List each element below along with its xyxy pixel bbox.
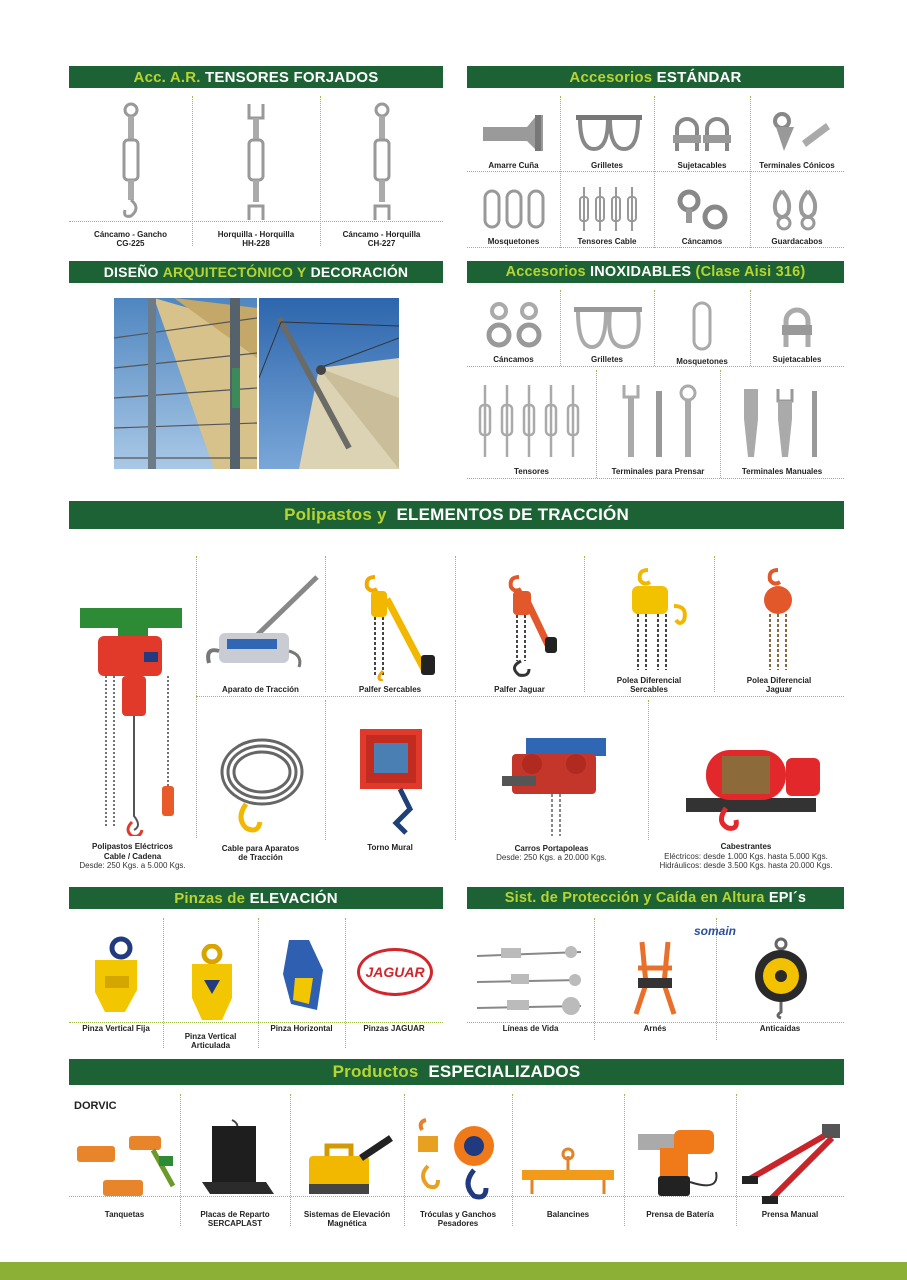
caption: de Tracción bbox=[238, 852, 283, 862]
caption: Cáncamos bbox=[681, 236, 723, 246]
harness-icon bbox=[620, 938, 690, 1018]
lifting-clamp-icon bbox=[267, 936, 337, 1018]
turnbuckle-icon bbox=[472, 381, 592, 461]
swage-terminal-icon bbox=[608, 381, 708, 461]
jaguar-logo: JAGUAR bbox=[357, 948, 433, 996]
caption: Mosquetones bbox=[676, 356, 728, 366]
header-diseno bbox=[69, 261, 443, 283]
shackle-icon bbox=[570, 301, 644, 351]
product-pinza-vertical-fija[interactable] bbox=[69, 920, 163, 1042]
shackle-icon bbox=[572, 111, 642, 155]
capacity-range: Desde: 250 Kgs. a 20.000 Kgs. bbox=[496, 852, 607, 862]
product-grilletes[interactable] bbox=[560, 98, 654, 170]
product-ch227[interactable] bbox=[320, 96, 443, 248]
product-inox-tensores[interactable] bbox=[467, 372, 596, 476]
caption: Grilletes bbox=[590, 160, 623, 170]
product-hh228[interactable] bbox=[192, 96, 320, 248]
product-terminales-conicos[interactable] bbox=[750, 98, 844, 170]
magnetic-lifter-icon bbox=[297, 1126, 397, 1206]
turnbuckle-jaw-icon bbox=[241, 102, 271, 222]
caption-code: CH-227 bbox=[367, 238, 396, 248]
turnbuckle-hook-icon bbox=[116, 102, 146, 222]
carabiner-icon bbox=[682, 301, 722, 353]
conical-terminal-icon bbox=[762, 111, 832, 155]
caption: Polea Diferencial bbox=[616, 675, 682, 685]
header-tensores-accent: Acc. A.R. bbox=[133, 68, 201, 86]
product-placas-reparto[interactable] bbox=[180, 1096, 290, 1228]
product-cancamos[interactable] bbox=[654, 174, 750, 246]
capacity-hydraulic: Hidráulicos: desde 3.500 Kgs. hasta 20.000 Kgs. bbox=[659, 860, 833, 870]
header-epi bbox=[467, 887, 844, 909]
dorvic-logo: DORVIC bbox=[74, 1100, 117, 1112]
caption: Torno Mural bbox=[367, 842, 413, 852]
wire-rope-clip-icon bbox=[667, 111, 737, 155]
caption: Cable para Aparatos bbox=[221, 843, 300, 853]
caption: Pinza Vertical Fija bbox=[82, 1023, 150, 1033]
header-inox-c: (Clase Aisi 316) bbox=[695, 264, 806, 280]
product-lineas-vida[interactable] bbox=[467, 920, 594, 1042]
lever-hoist-icon bbox=[465, 571, 575, 681]
caption: Mosquetones bbox=[487, 236, 540, 246]
architecture-photo-2 bbox=[259, 298, 399, 469]
product-sujetacables[interactable] bbox=[654, 98, 750, 170]
lifeline-icon bbox=[471, 938, 591, 1018]
lifting-clamp-icon bbox=[176, 944, 246, 1026]
caption: Aparato de Tracción bbox=[222, 684, 299, 694]
header-pinzas bbox=[69, 887, 443, 909]
header-polipastos-a: Polipastos y bbox=[284, 505, 387, 524]
product-troculas-ganchos[interactable] bbox=[404, 1096, 512, 1228]
trolley-icon bbox=[482, 724, 622, 840]
product-prensa-manual[interactable] bbox=[736, 1096, 844, 1228]
product-mosquetones[interactable] bbox=[467, 174, 560, 246]
caption: Carros Portapoleas bbox=[514, 843, 589, 853]
header-especializados-a: Productos bbox=[332, 1062, 419, 1081]
caption-code: CG-225 bbox=[116, 238, 145, 248]
header-tensores-main: TENSORES FORJADOS bbox=[205, 68, 379, 86]
product-carros-portapoleas[interactable] bbox=[455, 700, 648, 862]
product-elevacion-magnetica[interactable] bbox=[290, 1096, 404, 1228]
product-inox-terminales-manuales[interactable] bbox=[720, 372, 844, 476]
header-especializados bbox=[69, 1059, 844, 1085]
eye-bolt-icon bbox=[479, 301, 549, 351]
capacity-electric: Eléctricos: desde 1.000 Kgs. hasta 5.000 Kgs. bbox=[664, 851, 828, 861]
caption: Articulada bbox=[190, 1040, 231, 1050]
spreader-beam-icon bbox=[516, 1146, 620, 1206]
header-polipastos-b: ELEMENTOS DE TRACCIÓN bbox=[396, 505, 629, 524]
header-estandar-accent: Accesorios bbox=[569, 68, 653, 86]
caption: Polea Diferencial bbox=[746, 675, 812, 685]
caption: Arnés bbox=[643, 1023, 667, 1033]
product-guardacabos[interactable] bbox=[750, 174, 844, 246]
product-prensa-bateria[interactable] bbox=[624, 1096, 736, 1228]
product-cable-aparatos[interactable] bbox=[196, 700, 325, 862]
product-cabestrantes[interactable] bbox=[648, 700, 844, 870]
caption: Horquilla - Horquilla bbox=[217, 229, 295, 239]
product-pinza-vertical-articulada[interactable] bbox=[163, 920, 258, 1050]
caption: Prensa de Batería bbox=[646, 1209, 714, 1219]
capacity-range: Desde: 250 Kgs. a 5.000 Kgs. bbox=[79, 860, 186, 870]
caption: Magnética bbox=[327, 1218, 367, 1228]
wall-winch-icon bbox=[340, 719, 440, 839]
header-polipastos bbox=[69, 501, 844, 529]
header-inox-a: Accesorios bbox=[505, 264, 586, 280]
caption: Pesadores bbox=[437, 1218, 479, 1228]
header-epi-b: EPI´s bbox=[768, 890, 807, 906]
header-pinzas-b: ELEVACIÓN bbox=[249, 889, 338, 907]
header-diseno-a: DISEÑO bbox=[103, 264, 159, 280]
header-epi-a: Sist. de Protección y Caída en Altura bbox=[504, 890, 765, 906]
product-amarre-cuna[interactable] bbox=[467, 98, 560, 170]
product-inox-sujetacables[interactable] bbox=[750, 290, 844, 364]
carabiner-icon bbox=[479, 187, 549, 231]
wire-rope-clip-icon bbox=[772, 301, 822, 351]
product-tanquetas[interactable] bbox=[69, 1096, 180, 1228]
product-palfer-sercables[interactable] bbox=[325, 556, 455, 694]
header-pinzas-a: Pinzas de bbox=[174, 889, 246, 907]
lifting-clamp-icon bbox=[81, 936, 151, 1018]
caption: Tanquetas bbox=[104, 1209, 145, 1219]
divider bbox=[467, 366, 844, 367]
chain-block-icon bbox=[734, 566, 824, 672]
header-tensores-forjados bbox=[69, 66, 443, 88]
product-cg225[interactable] bbox=[69, 96, 192, 248]
somain-logo: somain bbox=[694, 924, 737, 938]
product-inox-grilletes[interactable] bbox=[560, 290, 654, 364]
caption: Palfer Jaguar bbox=[494, 684, 545, 694]
caption-code: HH-228 bbox=[242, 238, 270, 248]
caption: Terminales Manuales bbox=[741, 466, 823, 476]
caption: Guardacabos bbox=[771, 236, 823, 246]
tirfor-icon bbox=[201, 571, 321, 681]
wire-rope-coil-icon bbox=[206, 728, 316, 840]
header-diseno-b: ARQUITECTÓNICO Y bbox=[162, 264, 307, 280]
product-pinza-horizontal[interactable] bbox=[258, 920, 345, 1042]
bolt-cutter-icon bbox=[738, 1122, 842, 1206]
product-arnes[interactable] bbox=[594, 920, 716, 1042]
load-plate-icon bbox=[190, 1116, 280, 1206]
product-balancines[interactable] bbox=[512, 1096, 624, 1228]
caption: Palfer Sercables bbox=[358, 684, 422, 694]
caption: Prensa Manual bbox=[761, 1209, 819, 1219]
header-accesorios-estandar bbox=[467, 66, 844, 88]
architecture-photo-1 bbox=[114, 298, 257, 469]
caption: Sujetacables bbox=[772, 354, 822, 364]
turnbuckle-icon bbox=[572, 185, 642, 233]
caption: Cable / Cadena bbox=[103, 851, 162, 861]
header-estandar-main: ESTÁNDAR bbox=[656, 68, 742, 86]
bottom-bar bbox=[0, 1262, 907, 1280]
thimble-icon bbox=[762, 187, 832, 231]
product-pinzas-jaguar[interactable] bbox=[345, 920, 443, 1042]
chain-block-icon bbox=[594, 566, 704, 672]
caption: Sistemas de Elevación bbox=[303, 1209, 391, 1219]
header-inox-b: INOXIDABLES bbox=[590, 264, 692, 280]
caption: Terminales para Prensar bbox=[611, 466, 705, 476]
caption: Pinza Horizontal bbox=[270, 1023, 333, 1033]
header-accesorios-inoxidables bbox=[467, 261, 844, 283]
caption: Amarre Cuña bbox=[488, 160, 539, 170]
product-inox-mosquetones[interactable] bbox=[654, 290, 750, 366]
divider bbox=[467, 247, 844, 248]
caption: Grilletes bbox=[590, 354, 623, 364]
header-diseno-c: DECORACIÓN bbox=[310, 264, 409, 280]
product-polea-sercables[interactable] bbox=[584, 556, 714, 694]
caption: Tensores Cable bbox=[577, 236, 637, 246]
divider bbox=[196, 696, 844, 697]
product-palfer-jaguar[interactable] bbox=[455, 556, 584, 694]
battery-crimper-icon bbox=[630, 1122, 730, 1206]
header-especializados-b: ESPECIALIZADOS bbox=[428, 1062, 581, 1081]
caption: Placas de Reparto bbox=[200, 1209, 270, 1219]
product-tensores-cable[interactable] bbox=[560, 174, 654, 246]
divider bbox=[467, 478, 844, 479]
turnbuckle-eye-jaw-icon bbox=[367, 102, 397, 222]
manual-terminal-icon bbox=[732, 381, 832, 461]
caption: Pinzas JAGUAR bbox=[363, 1023, 425, 1033]
product-polipastos-electricos[interactable] bbox=[69, 560, 196, 870]
skate-roller-icon bbox=[73, 1126, 177, 1206]
caption: Polipastos Eléctricos bbox=[92, 842, 173, 852]
eye-bolt-icon bbox=[667, 187, 737, 231]
caption: Tensores bbox=[514, 466, 549, 476]
caption: Balancines bbox=[546, 1209, 590, 1219]
product-inox-cancamos[interactable] bbox=[467, 290, 560, 364]
hook-block-icon bbox=[408, 1116, 508, 1206]
fall-arrester-icon bbox=[745, 936, 815, 1020]
caption: Anticaídas bbox=[759, 1023, 801, 1033]
lever-hoist-icon bbox=[335, 571, 445, 681]
caption: Sujetacables bbox=[677, 160, 727, 170]
caption: Cáncamo - Gancho bbox=[94, 229, 167, 239]
caption: Cáncamos bbox=[493, 354, 534, 364]
caption: Sercables bbox=[630, 684, 668, 694]
product-polea-jaguar[interactable] bbox=[714, 556, 844, 694]
caption: Jaguar bbox=[765, 684, 793, 694]
caption: Terminales Cónicos bbox=[759, 160, 835, 170]
caption: SERCAPLAST bbox=[207, 1218, 263, 1228]
caption: Cabestrantes bbox=[720, 842, 772, 852]
product-aparato-traccion[interactable] bbox=[196, 556, 325, 694]
product-torno-mural[interactable] bbox=[325, 700, 455, 852]
product-anticaidas[interactable] bbox=[716, 920, 844, 1042]
caption: Pinza Vertical bbox=[184, 1031, 237, 1041]
wedge-socket-icon bbox=[479, 111, 549, 155]
product-inox-terminales-prensar[interactable] bbox=[596, 372, 720, 476]
electric-hoist-icon bbox=[78, 596, 188, 836]
winch-icon bbox=[666, 728, 826, 838]
caption: Tróculas y Ganchos bbox=[419, 1209, 497, 1219]
divider bbox=[467, 171, 844, 172]
caption: Líneas de Vida bbox=[502, 1023, 559, 1033]
caption: Cáncamo - Horquilla bbox=[342, 229, 421, 239]
